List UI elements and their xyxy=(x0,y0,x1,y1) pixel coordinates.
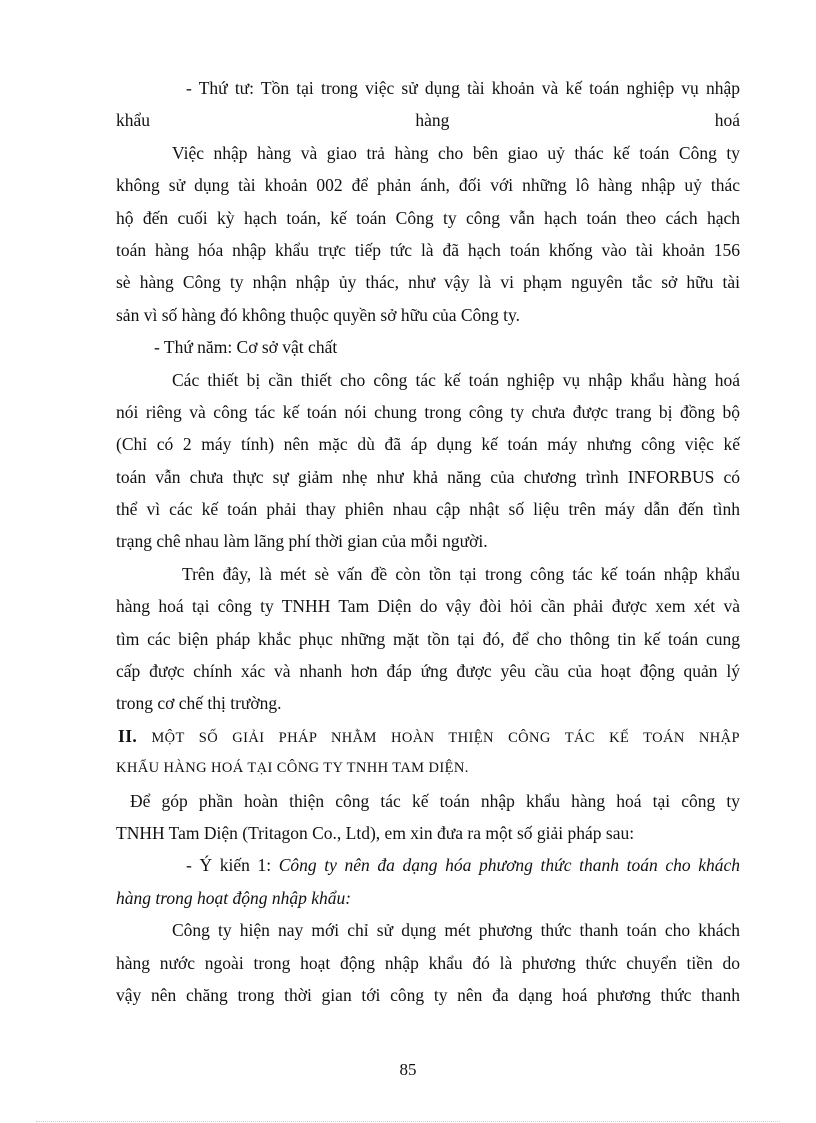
section-heading-text-1: MỘT SỐ GIẢI PHÁP NHẰM HOÀN THIỆN CÔNG TÁC KẾ TOÁN NHẬP xyxy=(151,729,740,746)
section-heading-line-1 xyxy=(116,720,740,752)
text-block-intro xyxy=(116,785,740,850)
text-line: cấp được chính xác và nhanh hơn đáp ứng được yêu cầu của hoạt động quản lý xyxy=(116,661,740,682)
text-line: toán vẫn chưa thực sự giảm nhẹ như khả năng của chương trình INFORBUS có xyxy=(116,466,740,487)
opinion-line-1 xyxy=(116,849,740,881)
opinion-line-2 xyxy=(116,882,740,914)
text-line: thể vì các kế toán phải thay phiên nhau cập nhật số liệu trên máy dẫn đến tình xyxy=(116,499,740,520)
page-bottom-border xyxy=(36,1121,780,1122)
text-line: - Thứ tư: Tồn tại trong việc sử dụng tài khoản và kế toán nghiệp vụ nhập xyxy=(186,78,740,98)
text-line: Công ty hiện nay mới chỉ sử dụng mét phương thức thanh toán cho khách xyxy=(172,920,740,941)
text-line: nói riêng và công tác kế toán nói chung trong công ty chưa được trang bị đồng bộ xyxy=(116,401,740,422)
text-line: trạng chê nhau làm lãng phí thời gian của mỗi người. xyxy=(116,531,488,552)
opinion-prefix: - Ý kiến 1: xyxy=(186,855,279,876)
text-line: hộ đến cuối kỳ hạch toán, kế toán Công ty công vẫn hạch toán theo cách hạch xyxy=(116,207,740,228)
text-line: hàng hoá tại công ty TNHH Tam Diện do vậy đòi hỏi cần phải được xem xét và xyxy=(116,596,740,617)
text-line: TNHH Tam Diện (Tritagon Co., Ltd), em xin đưa ra một số giải pháp sau: xyxy=(116,822,635,843)
text-line: trong cơ chế thị trường. xyxy=(116,693,282,714)
text-line: Việc nhập hàng và giao trả hàng cho bên giao uỷ thác kế toán Công ty xyxy=(172,142,740,163)
section-number: II. xyxy=(118,725,138,746)
text-line: tìm các biện pháp khắc phục những mặt tồn tại đó, để cho thông tin kế toán cung xyxy=(116,628,740,649)
text-line: - Thứ năm: Cơ sở vật chất xyxy=(154,337,338,358)
text-block-payment xyxy=(116,914,740,1011)
text-line: Để góp phần hoàn thiện công tác kế toán nhập khẩu hàng hoá tại công ty xyxy=(130,790,740,811)
text-line: toán hàng hóa nhập khẩu trực tiếp tức là đã hạch toán khống vào tài khoản 156 xyxy=(116,239,740,260)
text-line: khẩu hàng hoá xyxy=(116,110,740,131)
page-number: 85 xyxy=(399,1060,417,1079)
text-line: không sử dụng tài khoản 002 để phản ánh, đối với những lô hàng nhập uỷ thác xyxy=(116,175,740,196)
text-line: vậy nên chăng trong thời gian tới công ty nên đa dạng hoá phương thức thanh xyxy=(116,984,740,1005)
section-heading-text-2: KHẨU HÀNG HOÁ TẠI CÔNG TY TNHH TAM DIỆN. xyxy=(116,760,469,777)
text-block-existing-issues xyxy=(116,72,740,720)
opinion-title-2: hàng trong hoạt động nhập khẩu: xyxy=(116,887,352,908)
opinion-title-1: Công ty nên đa dạng hóa phương thức thanh toán cho khách xyxy=(278,855,740,876)
text-line: sản vì số hàng đó không thuộc quyền sở hữu của Công ty. xyxy=(116,304,521,325)
text-line: hàng nước ngoài trong hoạt động nhập khẩu đó là phương thức chuyển tiền do xyxy=(116,952,740,973)
text-line: Trên đây, là mét sè vấn đề còn tồn tại trong công tác kế toán nhập khẩu xyxy=(182,563,740,584)
text-line: Các thiết bị cần thiết cho công tác kế toán nghiệp vụ nhập khẩu hàng hoá xyxy=(172,369,740,390)
page-body xyxy=(116,72,740,1011)
text-line: (Chỉ có 2 máy tính) nên mặc dù đã áp dụng kế toán máy nhưng công việc kế xyxy=(116,434,740,455)
section-heading-line-2 xyxy=(116,752,740,784)
text-line: sè hàng Công ty nhận nhập ủy thác, như vậy là vi phạm nguyên tắc sở hữu tài xyxy=(116,272,740,293)
